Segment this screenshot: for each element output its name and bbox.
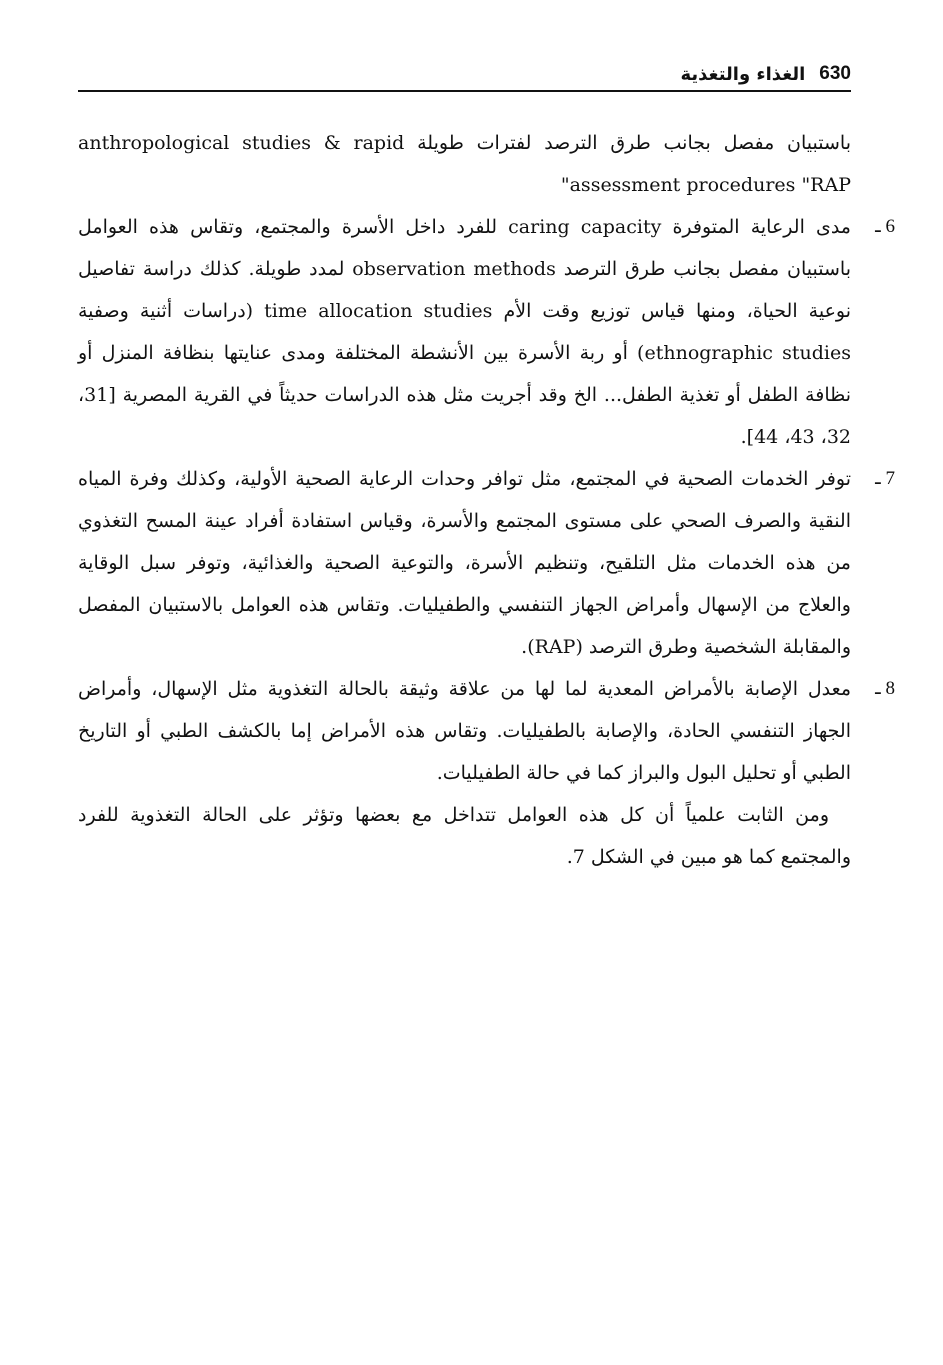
list-item-number: 8 ـ xyxy=(875,678,895,699)
list-item-number: 6 ـ xyxy=(875,216,895,237)
list-item-8 xyxy=(78,668,895,794)
closing-paragraph: ومن الثابت علمياً أن كل هذه العوامل تتداخل مع بعضها وتؤثر على الحالة التغذوية للفرد والمجتمع كما هو مبين في الشكل 7. xyxy=(78,804,851,868)
list-item-6 xyxy=(78,206,895,458)
list-item-text: معدل الإصابة بالأمراض المعدية لما لها من علاقة وثيقة بالحالة التغذوية مثل الإسهال، وأمراض الجهاز التنفسي الحادة، والإصابة بالطفيليات. وتقاس هذه الأمراض إما بالكشف الطبي أو التاريخ الطبي أو تحليل البول والبراز كما في حالة الطفيليات. xyxy=(78,678,852,784)
continuation-paragraph: باستبيان مفصل بجانب طرق الترصد لفترات طويلة anthropological studies & rapid assessment procedures "RAP" xyxy=(78,132,851,196)
list-item-text: توفر الخدمات الصحية في المجتمع، مثل توافر وحدات الرعاية الصحية الأولية، وكذلك وفرة المياه النقية والصرف الصحي على مستوى المجتمع والأسرة، وقياس استفادة أفراد عينة المسح التغذوي من هذه الخدمات مثل التلقيح، وتنظيم الأسرة، والتوعية الصحية والغذائية، وتوفر سبل الوقاية والعلاج من الإسهال وأمراض الجهاز التنفسي والطفيليات. وتقاس هذه العوامل بالاستبيان المفصل والمقابلة الشخصية وطرق الترصد (RAP). xyxy=(78,468,851,658)
page-content xyxy=(78,122,895,878)
running-title: الغذاء والتغذية xyxy=(680,63,806,85)
list-item-number: 7 ـ xyxy=(875,468,895,489)
page-number: 630 xyxy=(819,63,851,84)
list-item-7 xyxy=(78,458,895,668)
page-header xyxy=(78,58,851,92)
list-item-text: مدى الرعاية المتوفرة caring capacity للفرد داخل الأسرة والمجتمع، وتقاس هذه العوامل باستبيان مفصل بجانب طرق الترصد observation methods لمدد طويلة. كذلك دراسة تفاصيل نوعية الحياة، ومنها قياس توزيع وقت الأم time allocation studies (دراسات أثنية وصفية ethnographic studies) أو ربة الأسرة بين الأنشطة المختلفة ومدى عنايتها بنظافة المنزل أو نظافة الطفل أو تغذية الطفل... الخ وقد أجريت مثل هذه الدراسات حديثاً في القرية المصرية [31، 32، 43، 44]. xyxy=(78,216,852,448)
